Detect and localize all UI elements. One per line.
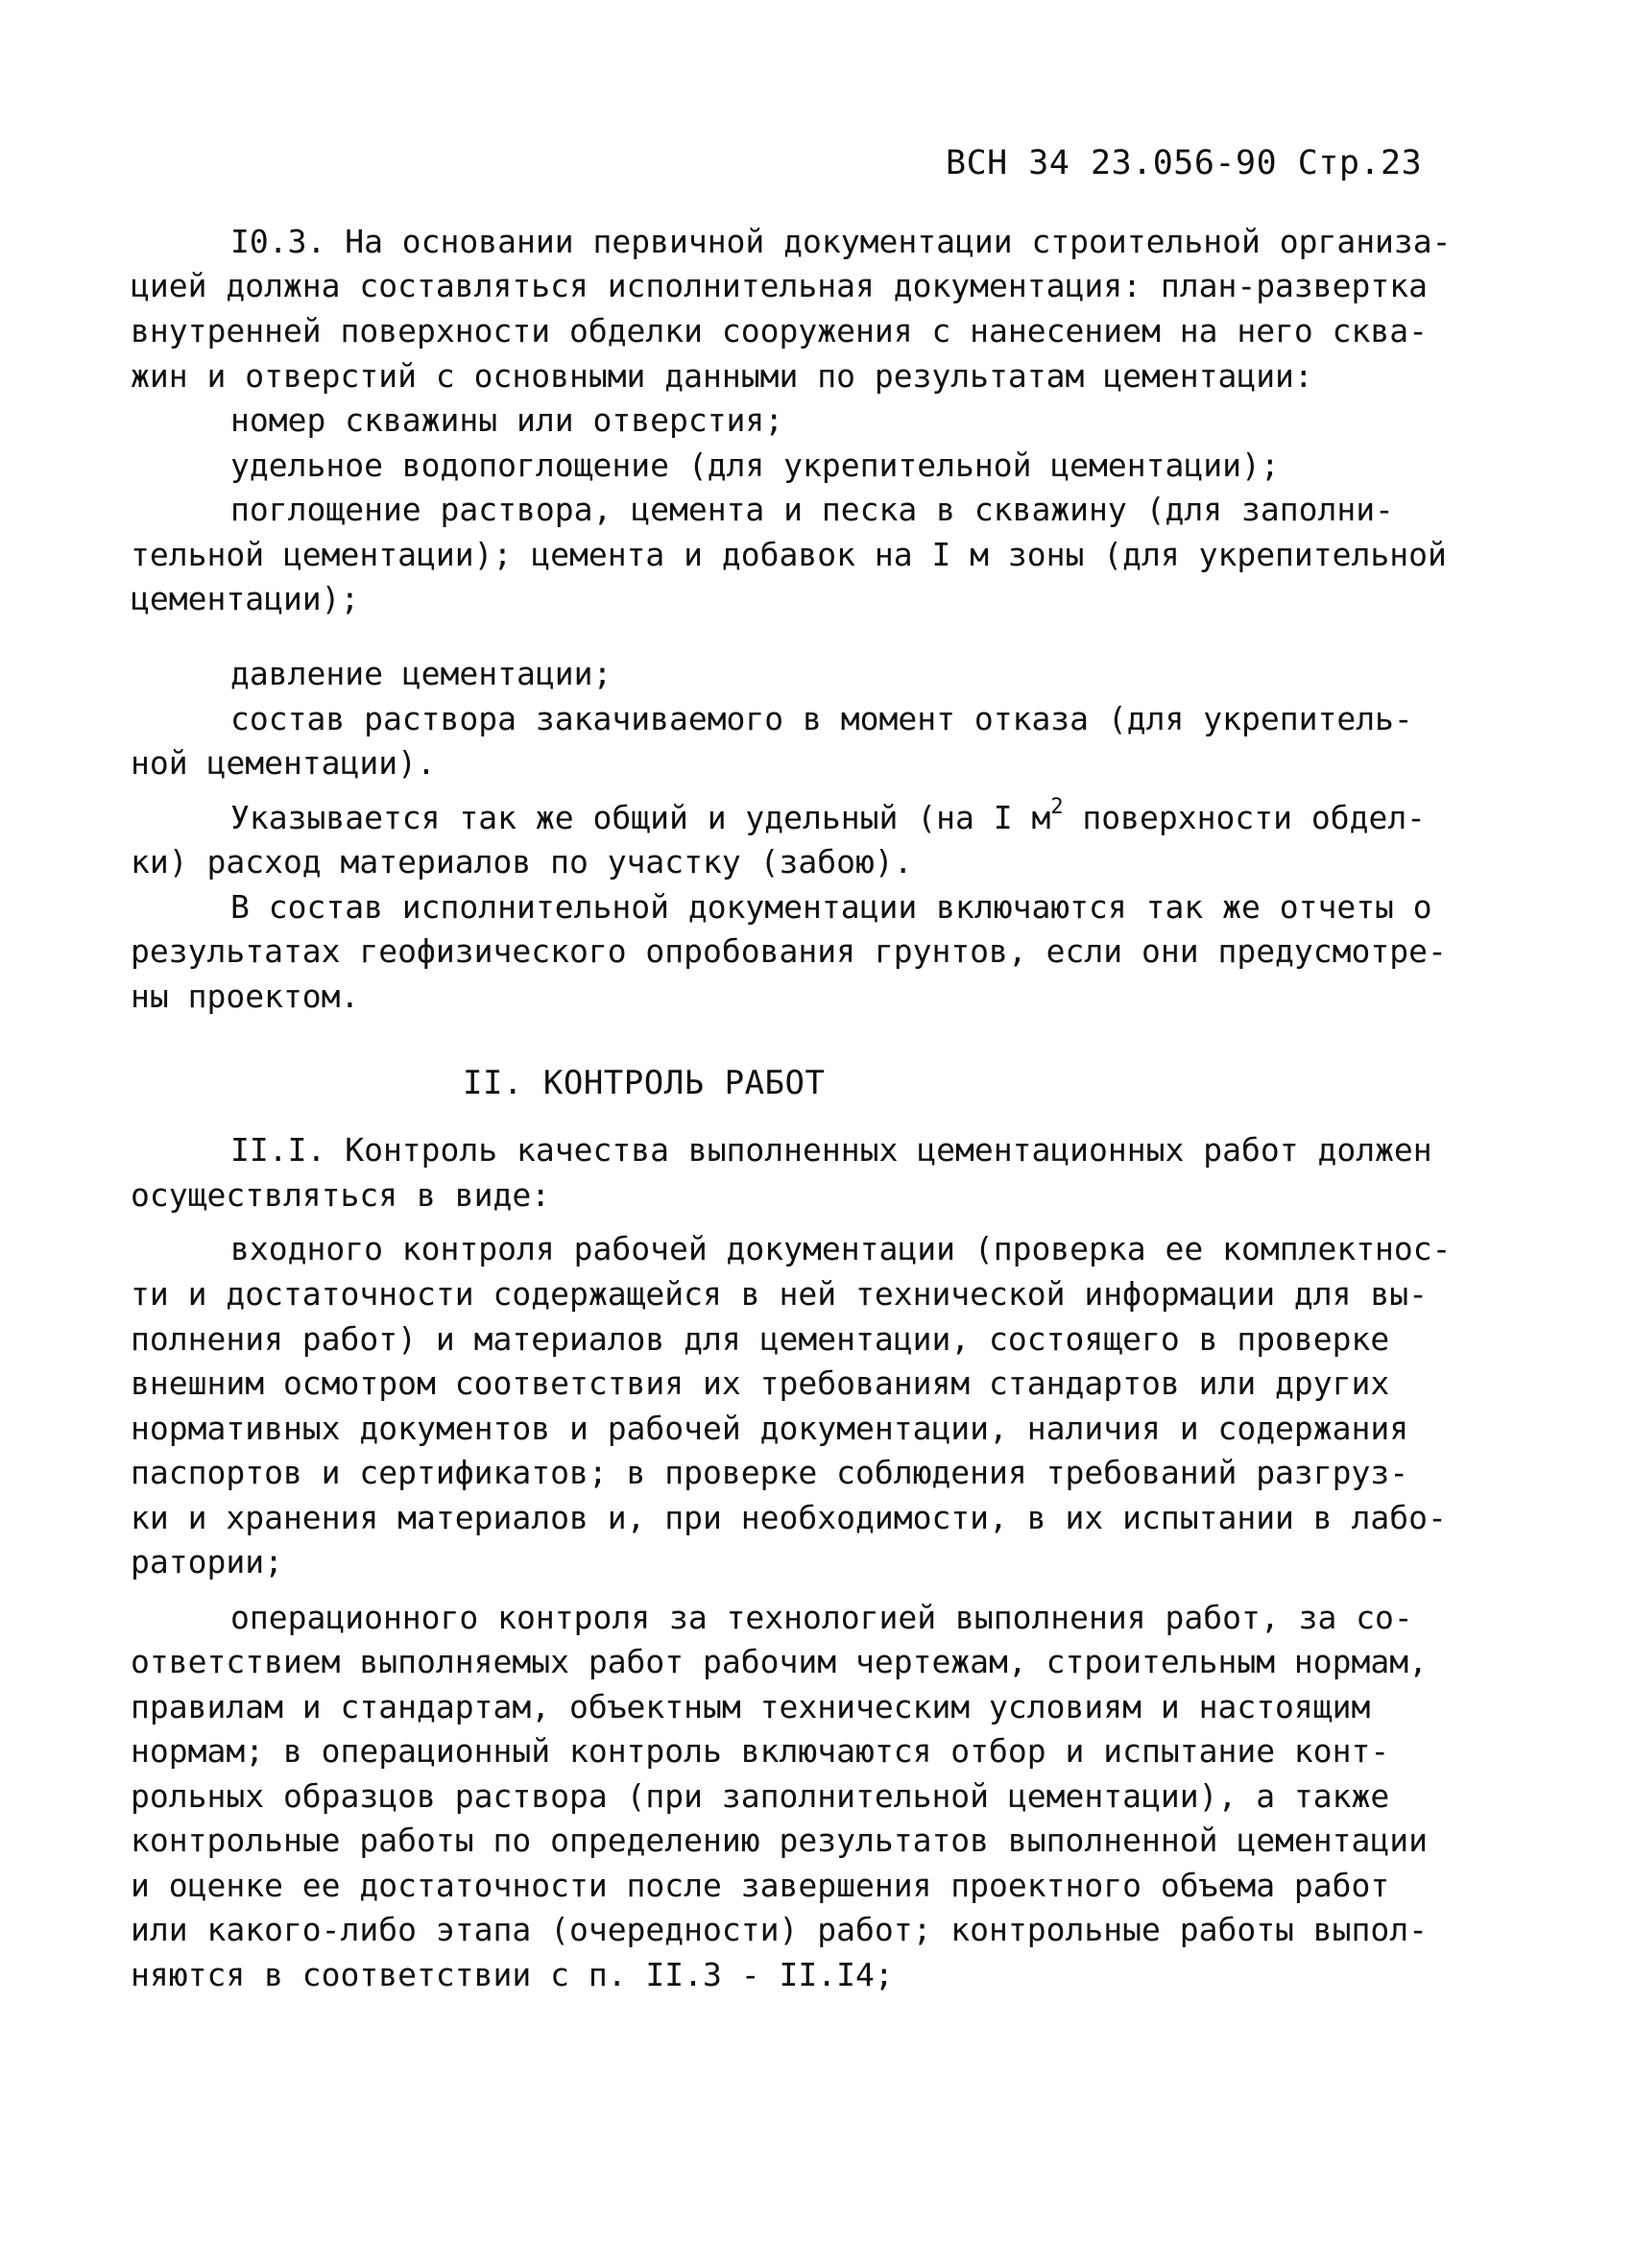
absorption-line: поглощение раствора, цемента и песка в скважину (для заполни- (230, 491, 1394, 528)
consumption-text: поверхности обдел- (1063, 799, 1427, 836)
input-control-line: полнения работ) и материалов для цементации, состоящего в проверке (131, 1320, 1390, 1358)
input-control-line: ти и достаточности содержащейся в ней технической информации для вы- (131, 1275, 1429, 1313)
absorption-line: цементации); (131, 580, 360, 617)
reports-line: В состав исполнительной документации включаются так же отчеты о (230, 888, 1432, 926)
consumption-text: Указывается так же общий и удельный (на I м (230, 799, 1051, 836)
input-control-line: ратории; (131, 1543, 283, 1580)
pressure-item: давление цементации; (230, 655, 613, 692)
operational-control-line: рольных образцов раствора (при заполнительной цементации), а также (131, 1777, 1390, 1815)
page-header: ВСН 34 23.056-90 Стр.23 (946, 144, 1423, 182)
para-10-3-line: жин и отверстий с основными данными по результатам цементации: (131, 357, 1313, 395)
input-control-line: входного контроля рабочей документации (проверка ее комплектнос- (230, 1230, 1452, 1267)
composition-line: состав раствора закачиваемого в момент отказа (для укрепитель- (230, 700, 1413, 737)
superscript-2: 2 (1050, 795, 1064, 819)
operational-control-line: операционного контроля за технологией выполнения работ, за со- (230, 1599, 1413, 1636)
reports-line: ны проектом. (131, 977, 360, 1015)
para-10-3-line: внутренней поверхности обделки сооружения с нанесением на него сква- (131, 312, 1429, 350)
operational-control-line: ответствием выполняемых работ рабочим чертежам, строительным нормам, (131, 1643, 1429, 1680)
list-item: номер скважины или отверстия; (230, 401, 784, 439)
operational-control-line: контрольные работы по определению результатов выполненной цементации (131, 1822, 1429, 1859)
operational-control-line: няются в соответствии с п. II.3 - II.I4; (131, 1956, 894, 1993)
consumption-line: ки) расход материалов по участку (забою). (131, 843, 913, 881)
input-control-line: внешним осмотром соответствия их требованиям стандартов или других (131, 1364, 1390, 1402)
para-10-3-line: I0.3. На основании первичной документации строительной организа- (230, 223, 1452, 260)
para-10-3-line: цией должна составляться исполнительная документация: план-развертка (131, 267, 1429, 304)
reports-line: результатах геофизического опробования грунтов, если они предусмотре- (131, 932, 1447, 970)
operational-control-line: или какого-либо этапа (очередности) работ; контрольные работы выпол- (131, 1911, 1429, 1948)
operational-control-line: и оценке ее достаточности после завершения проектного объема работ (131, 1867, 1390, 1904)
absorption-line: тельной цементации); цемента и добавок на I м зоны (для укрепительной (131, 536, 1447, 573)
para-11-1-line: II.I. Контроль качества выполненных цементационных работ должен (230, 1131, 1432, 1169)
operational-control-line: правилам и стандартам, объектным техническим условиям и настоящим (131, 1688, 1371, 1725)
section-title: II. КОНТРОЛЬ РАБОТ (463, 1064, 826, 1102)
input-control-line: ки и хранения материалов и, при необходимости, в их испытании в лабо- (131, 1499, 1447, 1536)
list-item: удельное водопоглощение (для укрепительной цементации); (230, 446, 1280, 484)
consumption-line (230, 795, 1427, 842)
operational-control-line: нормам; в операционный контроль включаются отбор и испытание конт- (131, 1732, 1390, 1770)
input-control-line: паспортов и сертификатов; в проверке соблюдения требований разгруз- (131, 1454, 1409, 1491)
para-11-1-line: осуществляться в виде: (131, 1176, 551, 1214)
input-control-line: нормативных документов и рабочей документации, наличия и содержания (131, 1410, 1409, 1447)
composition-line: ной цементации). (131, 744, 436, 782)
